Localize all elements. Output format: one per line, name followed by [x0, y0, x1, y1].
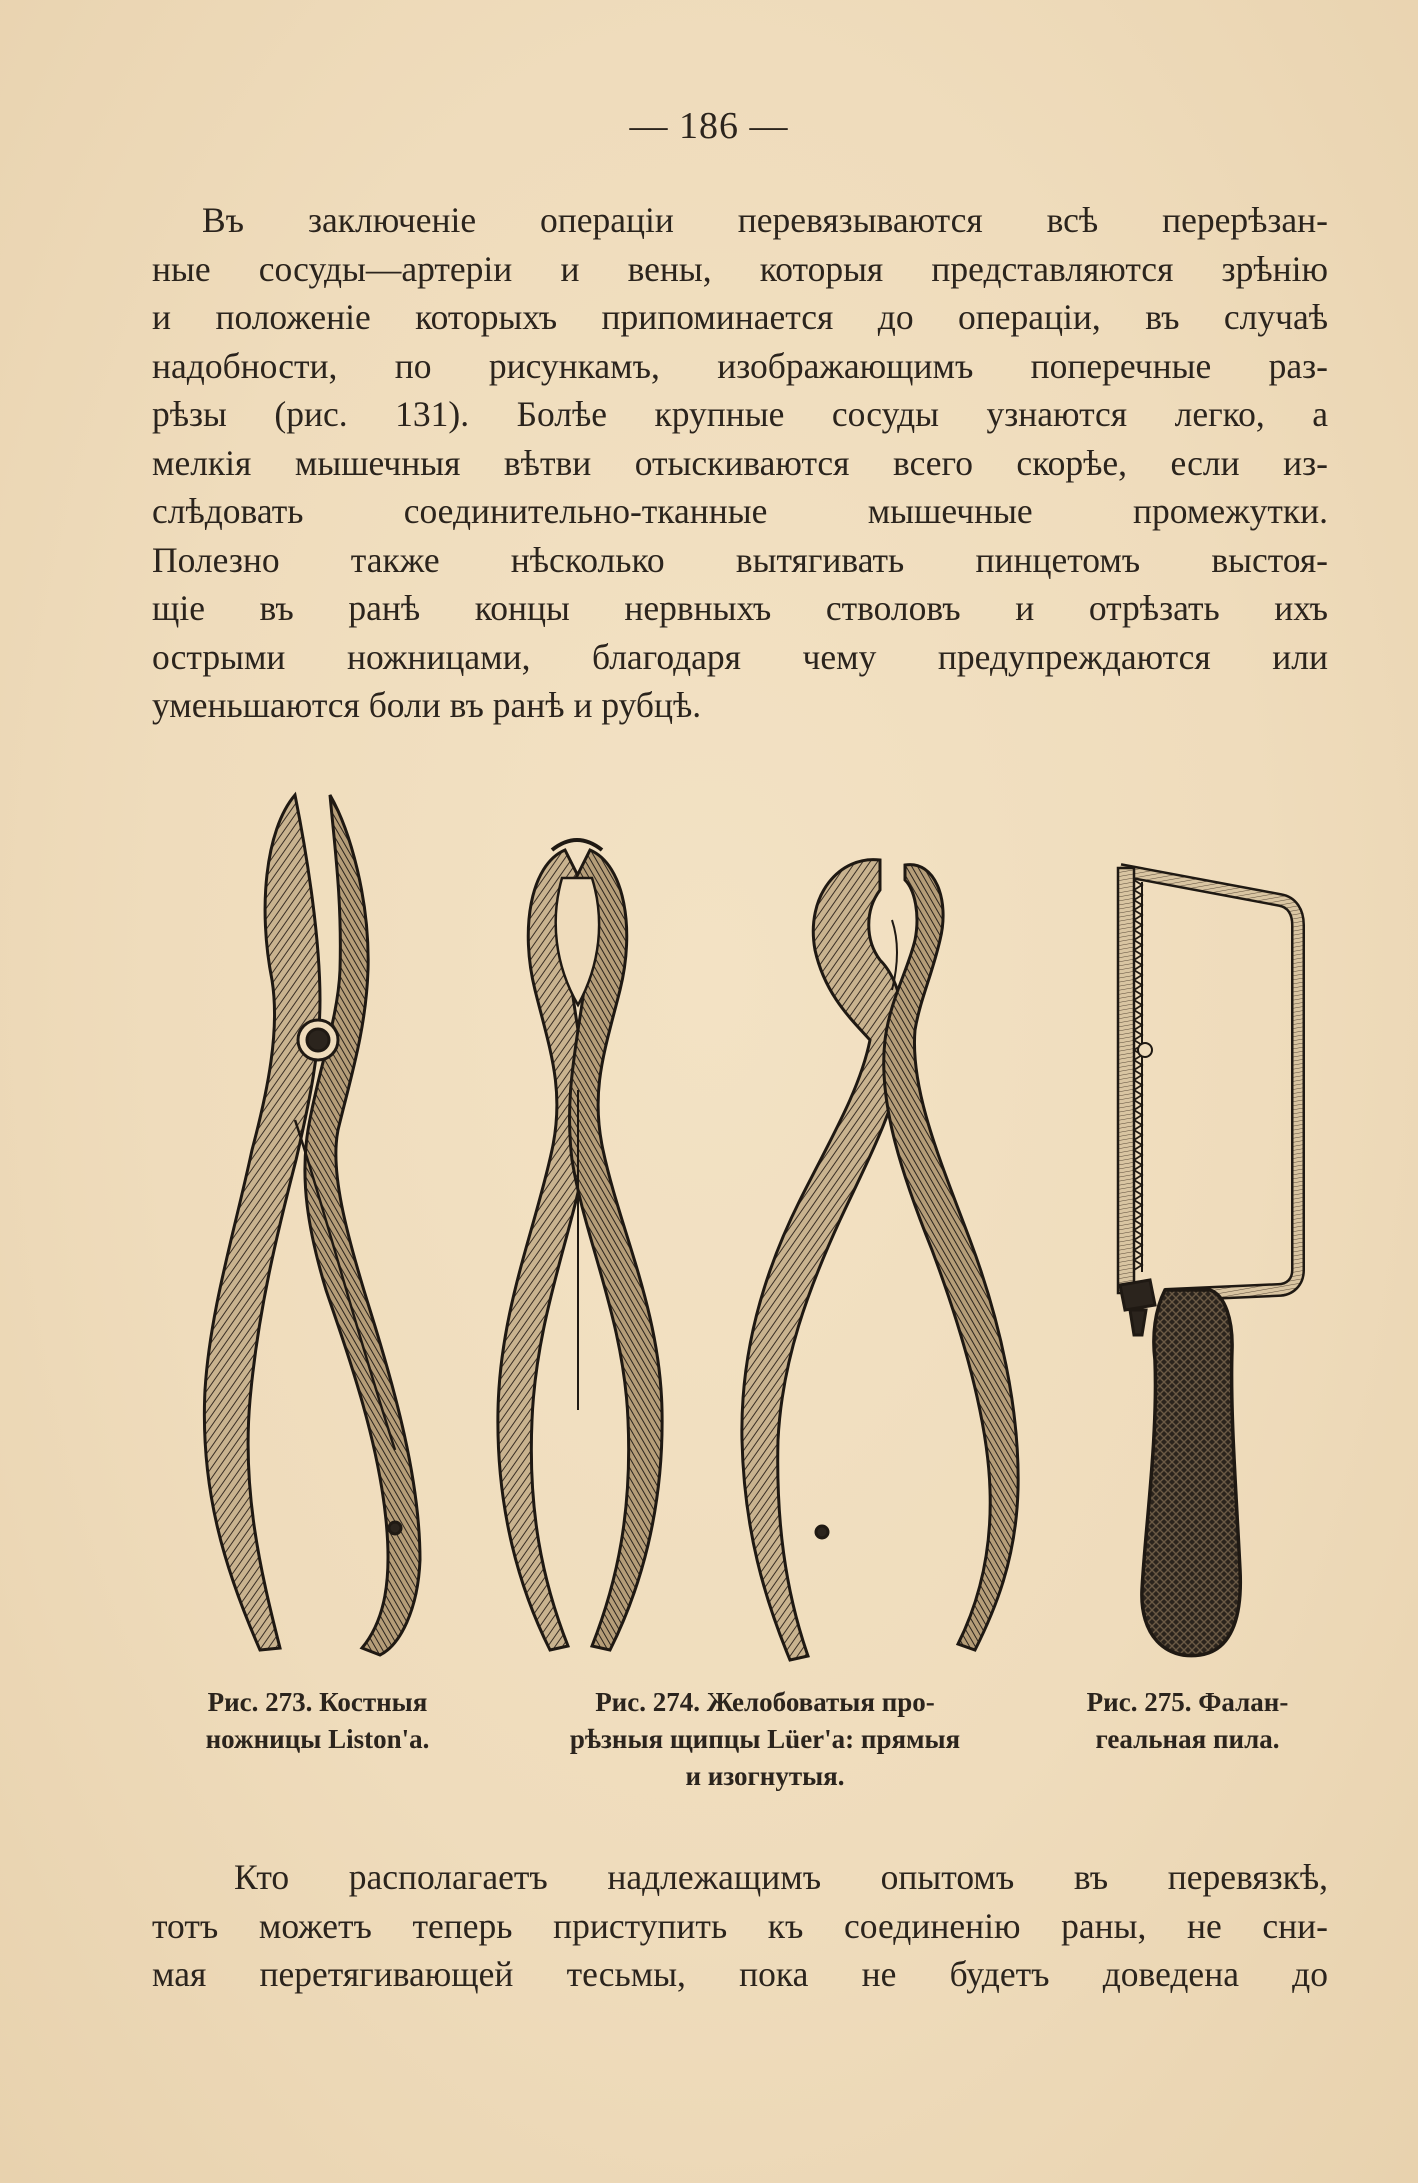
text-line: рѣзы (рис. 131). Болѣе крупные сосуды узнаются легко, а [152, 394, 1328, 434]
text-line: мелкія мышечныя вѣтви отыскиваются всего скорѣе, если из- [152, 442, 1328, 483]
figure-caption-273 [155, 1684, 480, 1758]
text-line: слѣдовать соединительно-тканные мышечные промежутки. [152, 491, 1328, 531]
caption-line: ножницы Liston'a. [205, 1724, 430, 1754]
text-line: щіе въ ранѣ концы нервныхъ стволовъ и отрѣзать ихъ [152, 588, 1328, 628]
figure-caption-275 [1045, 1684, 1330, 1758]
text-line: Въ заключеніе операціи перевязываются всѣ перерѣзан- [202, 200, 1328, 240]
rongeur-forceps-curved-icon [742, 860, 1018, 1660]
caption-line: геальная пила. [1095, 1724, 1280, 1754]
instruments-engraving [180, 790, 1330, 1670]
phalangeal-saw-icon [1118, 868, 1298, 1656]
caption-line: Рис. 274. Желобоватыя про- [595, 1687, 935, 1717]
figure-caption-274 [505, 1684, 1025, 1795]
text-line: и положеніе которыхъ припоминается до операціи, въ случаѣ [152, 297, 1328, 337]
paragraph-top [152, 196, 1328, 730]
text-line: мая перетягивающей тесьмы, пока не будетъ доведена до [152, 1954, 1328, 1994]
text-line: Полезно также нѣсколько вытягивать пинцетомъ выстоя- [152, 539, 1328, 580]
paragraph-bottom [152, 1853, 1328, 1999]
figure-illustrations [180, 790, 1330, 1670]
caption-line: Рис. 273. Костныя [207, 1687, 428, 1717]
text-line: надобности, по рисункамъ, изображающимъ поперечные раз- [152, 345, 1328, 386]
caption-line: рѣзныя щипцы Lüer'a: прямыя [569, 1724, 961, 1754]
caption-line: и изогнутыя. [685, 1761, 845, 1791]
rongeur-forceps-straight-icon [498, 840, 662, 1650]
text-line: ные сосуды—артеріи и вены, которыя представляются зрѣнію [152, 248, 1328, 289]
text-line: острыми ножницами, благодаря чему предупреждаются или [152, 636, 1328, 677]
text-line: уменьшаются боли въ ранѣ и рубцѣ. [152, 685, 702, 725]
page-number: — 186 — [629, 105, 789, 147]
caption-line: Рис. 275. Фалан- [1086, 1687, 1289, 1717]
text-line: тотъ можетъ теперь приступить къ соединенію раны, не сни- [152, 1905, 1328, 1946]
bone-scissors-icon [204, 795, 420, 1655]
text-line: Кто располагаетъ надлежащимъ опытомъ въ перевязкѣ, [234, 1857, 1328, 1897]
